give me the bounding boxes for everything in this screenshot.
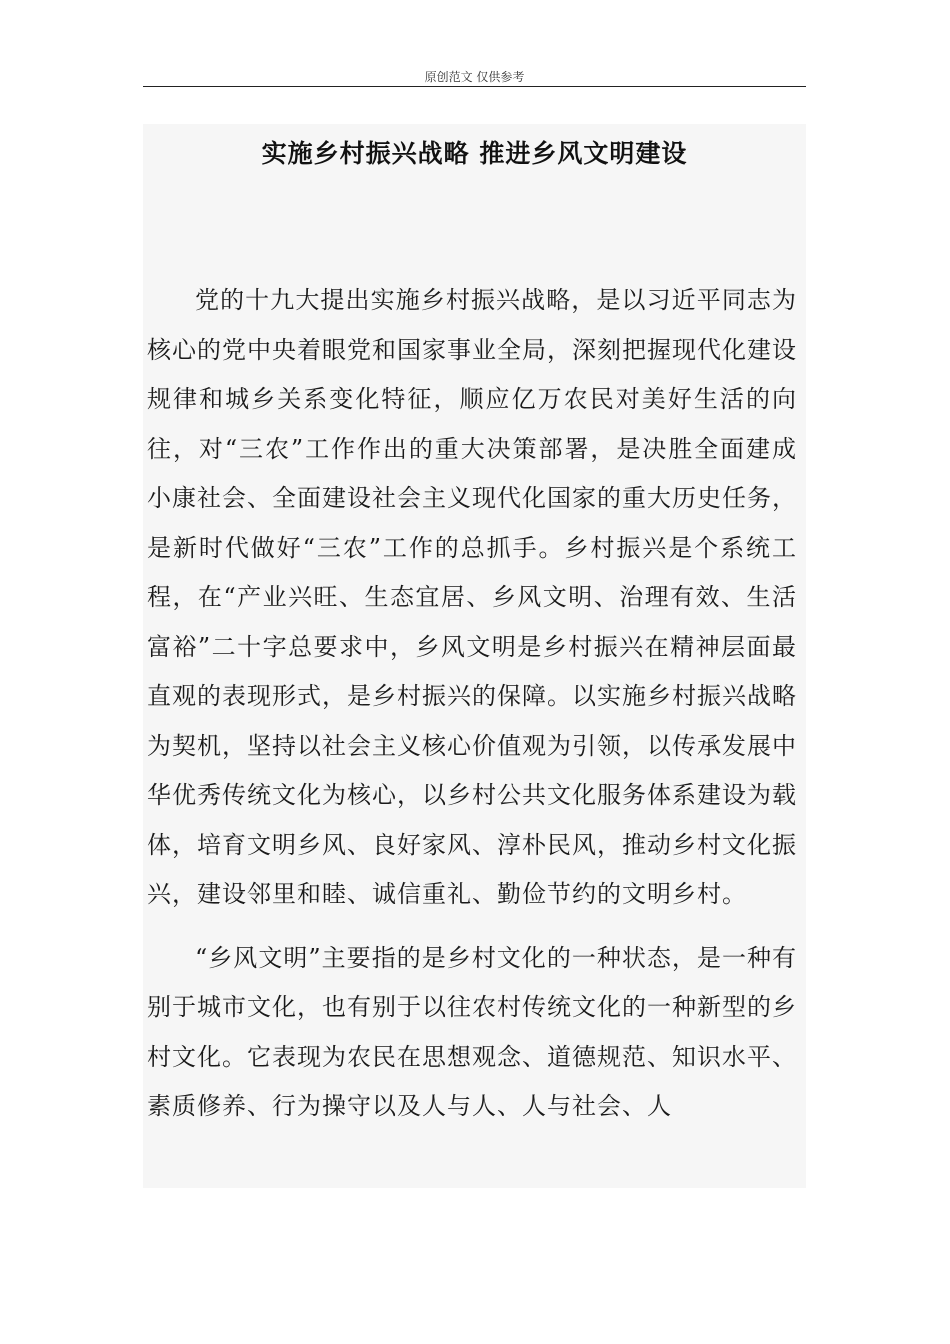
body-text xyxy=(147,276,797,1132)
document-body xyxy=(143,124,806,1188)
header-text: 原创范文 仅供参考 xyxy=(424,70,525,84)
document-title: 实施乡村振兴战略 推进乡风文明建设 xyxy=(261,139,688,168)
page-header xyxy=(143,66,806,87)
paragraph-2: “乡风文明”主要指的是乡村文化的一种状态，是一种有别于城市文化，也有别于以往农村传统文化的一种新型的乡村文化。它表现为农民在思想观念、道德规范、知识水平、素质修养、行为操守以及人与人、人与社会、人 xyxy=(147,943,797,1120)
paragraph-1: 党的十九大提出实施乡村振兴战略，是以习近平同志为核心的党中央着眼党和国家事业全局，深刻把握现代化建设规律和城乡关系变化特征，顺应亿万农民对美好生活的向往，对“三农”工作作出的重大决策部署，是决胜全面建成小康社会、全面建设社会主义现代化国家的重大历史任务，是新时代做好“三农”工作的总抓手。乡村振兴是个系统工程，在“产业兴旺、生态宜居、乡风文明、治理有效、生活富裕”二十字总要求中，乡风文明是乡村振兴在精神层面最直观的表现形式，是乡村振兴的保障。以实施乡村振兴战略为契机，坚持以社会主义核心价值观为引领，以传承发展中华优秀传统文化为核心，以乡村公共文化服务体系建设为载体，培育文明乡风、良好家风、淳朴民风，推动乡村文化振兴，建设邻里和睦、诚信重礼、勤俭节约的文明乡村。 xyxy=(147,286,797,908)
